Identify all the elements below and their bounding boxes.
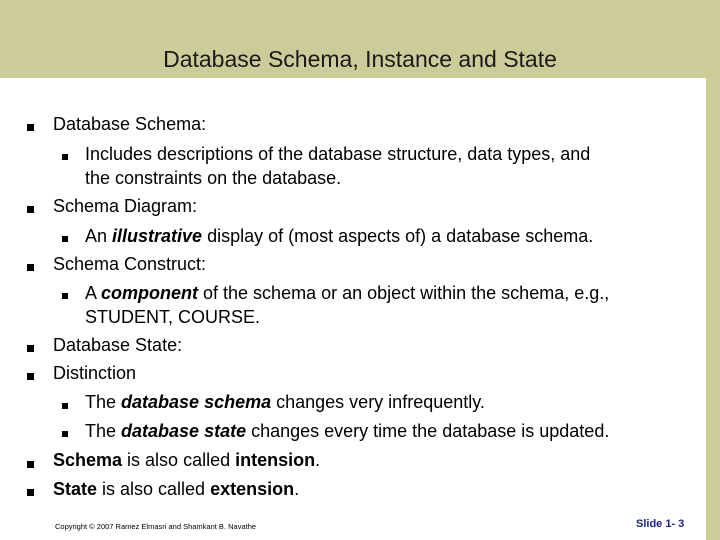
sub-item-schema-description-cont: the constraints on the database. — [85, 168, 342, 188]
sub-item-construct-description-cont: STUDENT, COURSE. — [85, 307, 261, 327]
right-accent-bar — [706, 78, 720, 540]
bullet-state-extension: State is also called extension. — [53, 479, 300, 499]
sub-bullet-icon — [62, 403, 68, 409]
bullet-schema-construct: Schema Construct: — [53, 254, 207, 274]
bullet-icon — [27, 206, 34, 213]
sub-item-construct-description: A component of the schema or an object within the schema, e.g., — [85, 283, 610, 303]
bullet-icon — [27, 124, 34, 131]
bullet-schema-diagram: Schema Diagram: — [53, 196, 198, 216]
slide-number: Slide 1- 3 — [636, 518, 685, 530]
bullet-distinction: Distinction — [53, 363, 137, 383]
sub-bullet-icon — [62, 431, 68, 437]
sub-bullet-icon — [62, 236, 68, 242]
bullet-icon — [27, 461, 34, 468]
sub-bullet-icon — [62, 293, 68, 299]
bullet-icon — [27, 373, 34, 380]
copyright-text: Copyright © 2007 Ramez Elmasri and Shamkant B. Navathe — [55, 522, 257, 531]
bullet-database-state: Database State: — [53, 335, 183, 355]
sub-item-schema-changes: The database schema changes very infrequently. — [85, 392, 485, 412]
sub-item-schema-description: Includes descriptions of the database structure, data types, and — [85, 144, 591, 164]
sub-item-state-changes: The database state changes every time the database is updated. — [85, 421, 610, 441]
bullet-icon — [27, 345, 34, 352]
bullet-schema-intension: Schema is also called intension. — [53, 450, 321, 470]
bullet-database-schema: Database Schema: — [53, 114, 207, 134]
bullet-icon — [27, 264, 34, 271]
slide-title: Database Schema, Instance and State — [163, 46, 557, 72]
bullet-icon — [27, 489, 34, 496]
sub-item-diagram-description: An illustrative display of (most aspects of) a database schema. — [85, 226, 594, 246]
sub-bullet-icon — [62, 154, 68, 160]
